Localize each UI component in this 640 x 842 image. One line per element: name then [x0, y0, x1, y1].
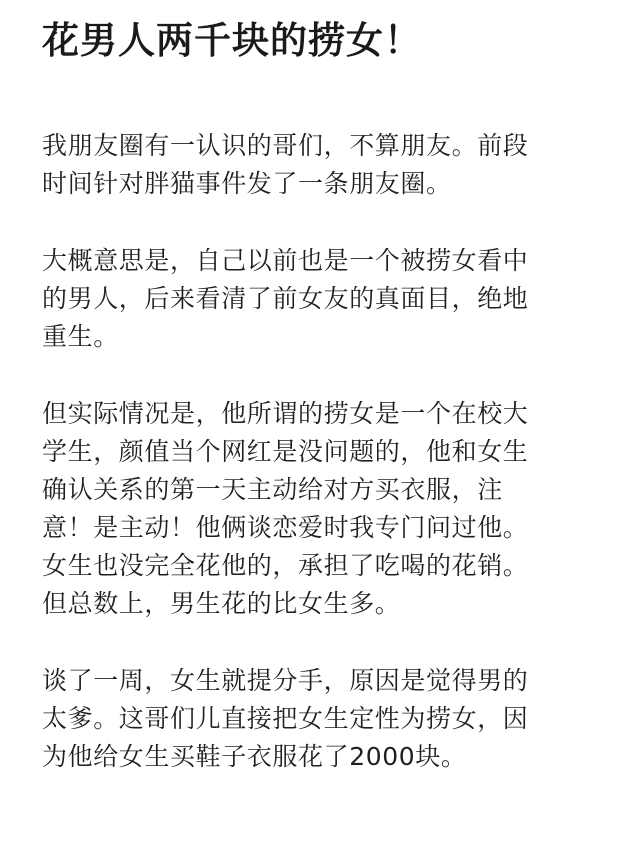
paragraph-line: 为他给女生买鞋子衣服花了2000块。: [42, 742, 467, 771]
paragraph-line: 确认关系的第一天主动给对方买衣服，注: [42, 475, 503, 504]
paragraph-line: 重生。: [42, 322, 119, 351]
paragraph-line: 时间针对胖猫事件发了一条朋友圈。: [42, 169, 452, 198]
paragraph-1: [42, 127, 602, 203]
article: [42, 0, 602, 776]
paragraph-line: 我朋友圈有一认识的哥们，不算朋友。前段: [42, 131, 529, 160]
paragraph-line: 大概意思是，自己以前也是一个被捞女看中: [42, 246, 529, 275]
paragraph-2: [42, 242, 602, 356]
paragraph-line: 学生，颜值当个网红是没问题的，他和女生: [42, 437, 529, 466]
paragraph-line: 谈了一周，女生就提分手，原因是觉得男的: [42, 666, 529, 695]
paragraph-line: 意！是主动！他俩谈恋爱时我专门问过他。: [42, 513, 529, 542]
article-title: 花男人两千块的捞女！: [42, 19, 422, 62]
paragraph-line: 但总数上，男生花的比女生多。: [42, 589, 401, 618]
paragraph-line: 女生也没完全花他的，承担了吃喝的花销。: [42, 551, 529, 580]
paragraph-line: 的男人，后来看清了前女友的真面目，绝地: [42, 284, 529, 313]
paragraph-4: [42, 662, 602, 776]
paragraph-line: 但实际情况是，他所谓的捞女是一个在校大: [42, 399, 529, 428]
paragraph-line: 太爹。这哥们儿直接把女生定性为捞女，因: [42, 704, 529, 733]
paragraph-3: [42, 395, 602, 623]
